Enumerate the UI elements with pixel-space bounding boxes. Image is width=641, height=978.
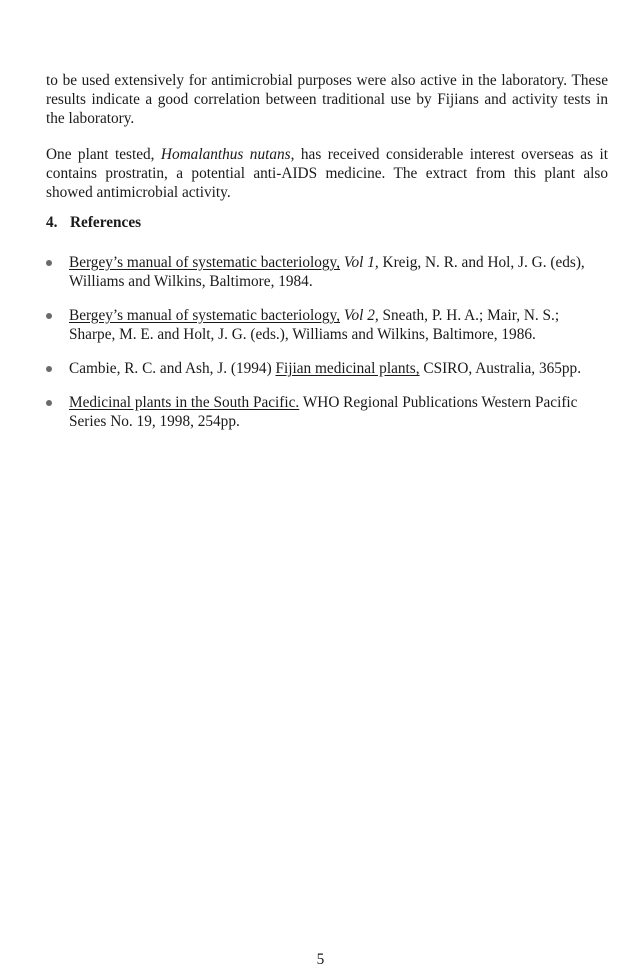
references-heading (46, 213, 141, 232)
reference-volume: Vol 2, (343, 307, 379, 324)
body-paragraph-results: to be used extensively for antimicrobial purposes were also active in the laboratory. These results indicate a good correlation between traditional use by Fijians and activity tests in the laboratory. (46, 72, 608, 127)
species-name: Homalanthus nutans (160, 146, 291, 163)
reference-volume: Vol 1, (343, 254, 379, 271)
section-number: 4. (46, 214, 58, 231)
reference-item (46, 359, 608, 378)
paragraph-text: , has received considerable interest overseas as it contains prostratin, a potential anti-AIDS medicine. The extract from this plant also showed antimicrobial activity. (46, 146, 608, 201)
section-title: References (70, 214, 142, 231)
reference-details: WHO Regional Publications Western Pacific Series No. 19, 1998, 254pp. (69, 394, 578, 430)
bullet-icon (46, 400, 52, 406)
reference-item (46, 393, 608, 431)
reference-title: Bergey’s manual of systematic bacteriology, (69, 307, 341, 324)
reference-title: Bergey’s manual of systematic bacteriology, (69, 254, 341, 271)
reference-authors: Cambie, R. C. and Ash, J. (1994) (69, 360, 272, 377)
reference-details: CSIRO, Australia, 365pp. (423, 360, 582, 377)
reference-details: Kreig, N. R. and Hol, J. G. (eds), Williams and Wilkins, Baltimore, 1984. (69, 254, 585, 290)
reference-item (46, 306, 608, 344)
page-number: 5 (316, 951, 325, 968)
reference-title: Fijian medicinal plants, (275, 360, 420, 377)
reference-item (46, 253, 608, 291)
paragraph-text: One plant tested, (46, 146, 161, 163)
bullet-icon (46, 313, 52, 319)
body-paragraph-homalanthus (46, 145, 608, 202)
reference-title: Medicinal plants in the South Pacific. (69, 394, 300, 411)
references-list (46, 253, 608, 431)
bullet-icon (46, 260, 52, 266)
reference-details: Sneath, P. H. A.; Mair, N. S.; Sharpe, M. E. and Holt, J. G. (eds.), Williams and Wilkins, Baltimore, 1986. (69, 307, 560, 343)
bullet-icon (46, 366, 52, 372)
